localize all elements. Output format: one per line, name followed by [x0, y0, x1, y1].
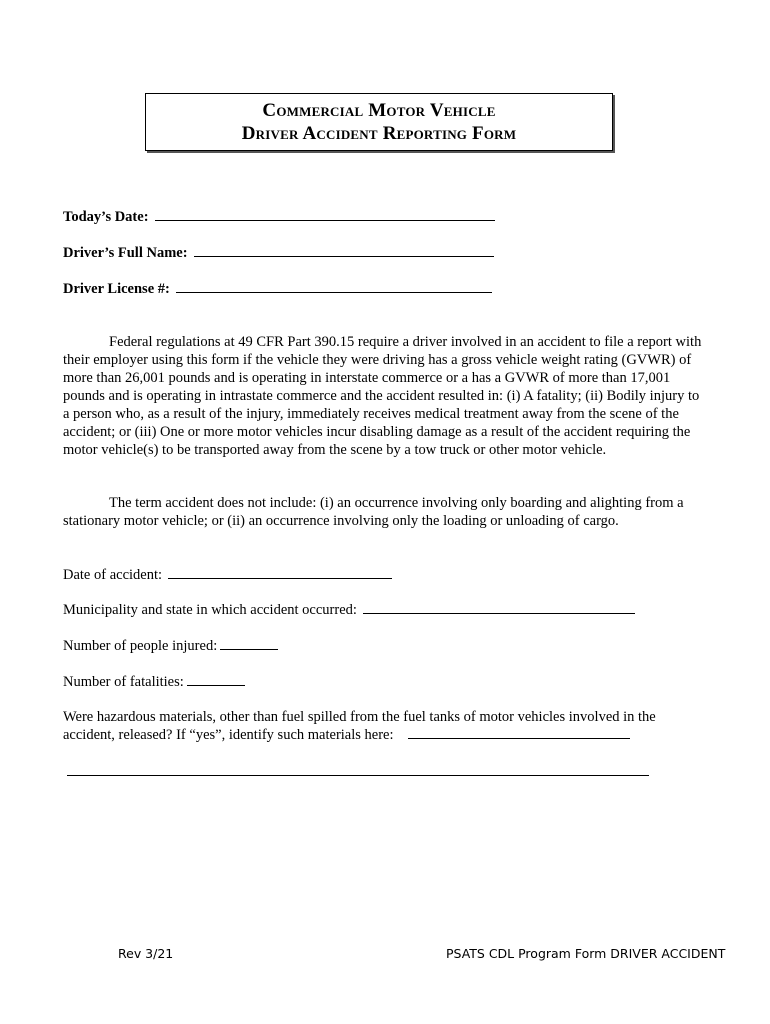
municipality-field[interactable]: [363, 601, 635, 614]
todays-date-row: [63, 208, 495, 226]
hazmat-question: [63, 708, 693, 744]
todays-date-field[interactable]: [155, 208, 495, 221]
form-title-line-2: Driver Accident Reporting Form: [241, 123, 517, 144]
fatalities-label: Number of fatalities:: [63, 674, 184, 690]
people-injured-row: [63, 637, 278, 655]
driver-license-row: [63, 280, 492, 298]
driver-name-field[interactable]: [194, 244, 494, 257]
hazmat-question-text: Were hazardous materials, other than fuel spilled from the fuel tanks of motor vehicles involved in the accident, released? If “yes”, identify such materials here:: [63, 709, 656, 743]
people-injured-label: Number of people injured:: [63, 638, 218, 654]
driver-license-field[interactable]: [176, 280, 492, 293]
todays-date-label: Today’s Date:: [63, 209, 149, 225]
driver-name-label: Driver’s Full Name:: [63, 245, 188, 261]
driver-license-label: Driver License #:: [63, 281, 170, 297]
form-name-label: PSATS CDL Program Form DRIVER ACCIDENT: [446, 946, 726, 961]
municipality-row: [63, 601, 635, 619]
fatalities-field[interactable]: [187, 673, 245, 686]
revision-label: Rev 3/21: [118, 946, 174, 961]
people-injured-field[interactable]: [220, 637, 278, 650]
regulation-paragraph: Federal regulations at 49 CFR Part 390.15 require a driver involved in an accident to file a report with their employer using this form if the vehicle they were driving has a gross vehicle weight rating (GVWR) of more than 26,001 pounds and is operating in interstate commerce or a has a GVWR of more than 17,001 pounds and is operating in intrastate commerce and the accident resulted in: (i) A fatality; (ii) Bodily injury to a person who, as a result of the injury, immediately receives medical treatment away from the scene of the accident; or (iii) One or more motor vehicles incur disabling damage as a result of the accident requiring the motor vehicle(s) to be transported away from the scene by a tow truck or other motor vehicle.: [63, 334, 702, 458]
date-of-accident-field[interactable]: [168, 566, 392, 579]
accident-definition-paragraph: The term accident does not include: (i) an occurrence involving only boarding and alighting from a stationary motor vehicle; or (ii) an occurrence involving only the loading or unloading of cargo.: [63, 495, 684, 529]
date-of-accident-row: [63, 566, 392, 584]
driver-name-row: [63, 244, 494, 262]
hazmat-continuation-line[interactable]: [67, 775, 649, 776]
hazmat-materials-field[interactable]: [408, 726, 630, 739]
date-of-accident-label: Date of accident:: [63, 567, 163, 583]
form-title-box: [145, 93, 613, 151]
municipality-label: Municipality and state in which accident occurred:: [63, 602, 357, 618]
form-title-line-1: Commercial Motor Vehicle: [262, 100, 496, 121]
fatalities-row: [63, 673, 245, 691]
